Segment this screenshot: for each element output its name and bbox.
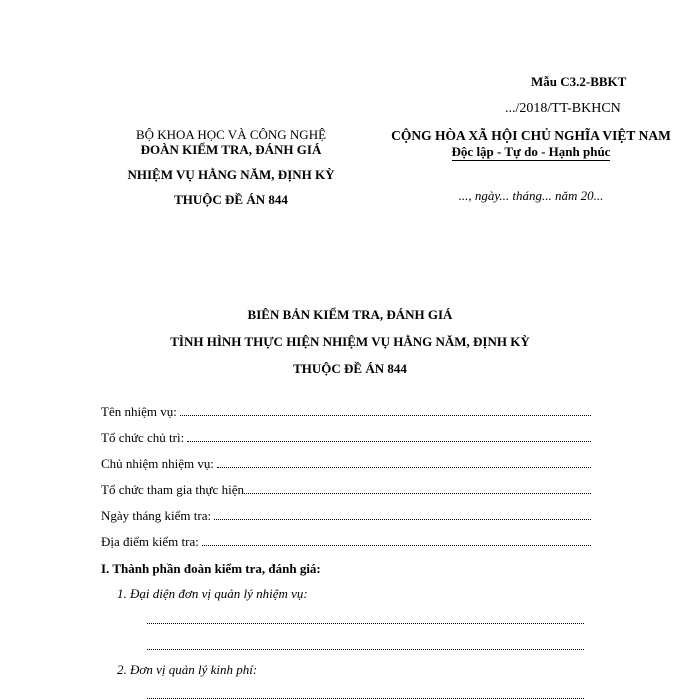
national-motto <box>381 144 681 160</box>
fill-in-line[interactable] <box>180 404 591 416</box>
field-task-manager[interactable] <box>101 456 591 482</box>
field-label: Tên nhiệm vụ: <box>101 404 177 419</box>
ministry-name: BỘ KHOA HỌC VÀ CÔNG NGHỆ <box>135 127 327 142</box>
motto-text: Độc lập - Tự do - Hạnh phúc <box>451 144 611 159</box>
fill-in-line[interactable] <box>202 534 591 546</box>
issuing-agency-header <box>100 128 362 210</box>
fill-in-line[interactable] <box>214 508 591 520</box>
title-line-2: TÌNH HÌNH THỰC HIỆN NHIỆM VỤ HẰNG NĂM, ĐỊNH KỲ <box>170 334 530 349</box>
field-label: Tổ chức tham gia thực hiện <box>101 482 244 497</box>
team-name: ĐOÀN KIỂM TRA, ĐÁNH GIÁ <box>140 142 322 157</box>
project-name: THUỘC ĐỀ ÁN 844 <box>174 192 288 207</box>
section-1-heading: I. Thành phần đoàn kiểm tra, đánh giá: <box>101 561 321 576</box>
fill-in-line[interactable] <box>187 430 591 442</box>
field-label: Tổ chức chủ trì: <box>101 430 185 445</box>
field-label: Chủ nhiệm nhiệm vụ: <box>101 456 215 471</box>
fill-in-line[interactable] <box>147 623 584 624</box>
subsection-1-label: 1. Đại diện đơn vị quản lý nhiệm vụ: <box>117 586 308 601</box>
field-participating-organization[interactable] <box>101 482 591 508</box>
field-label: Địa điểm kiểm tra: <box>101 534 199 549</box>
field-host-organization[interactable] <box>101 430 591 456</box>
nation-name: CỘNG HÒA XÃ HỘI CHỦ NGHĨA VIỆT NAM <box>391 128 671 143</box>
fill-in-line[interactable] <box>244 482 591 494</box>
field-task-name[interactable] <box>101 404 591 430</box>
field-inspection-location[interactable] <box>101 534 591 560</box>
subsection-2-label: 2. Đơn vị quản lý kinh phí: <box>117 662 258 677</box>
info-fields <box>101 404 591 560</box>
task-name: NHIỆM VỤ HẰNG NĂM, ĐỊNH KỲ <box>127 167 335 182</box>
title-line-1: BIÊN BẢN KIỂM TRA, ĐÁNH GIÁ <box>247 307 453 322</box>
form-code: Mẫu C3.2-BBKT <box>531 74 627 89</box>
title-line-3: THUỘC ĐỀ ÁN 844 <box>293 361 407 376</box>
document-number: .../2018/TT-BKHCN <box>505 101 621 116</box>
fill-in-line[interactable] <box>147 698 584 699</box>
fill-in-line[interactable] <box>147 649 584 650</box>
document-title <box>0 301 700 382</box>
fill-in-line[interactable] <box>217 456 591 468</box>
date-line: ..., ngày... tháng... năm 20... <box>458 188 604 203</box>
field-label: Ngày tháng kiểm tra: <box>101 508 212 523</box>
national-header <box>381 128 681 204</box>
field-inspection-date[interactable] <box>101 508 591 534</box>
